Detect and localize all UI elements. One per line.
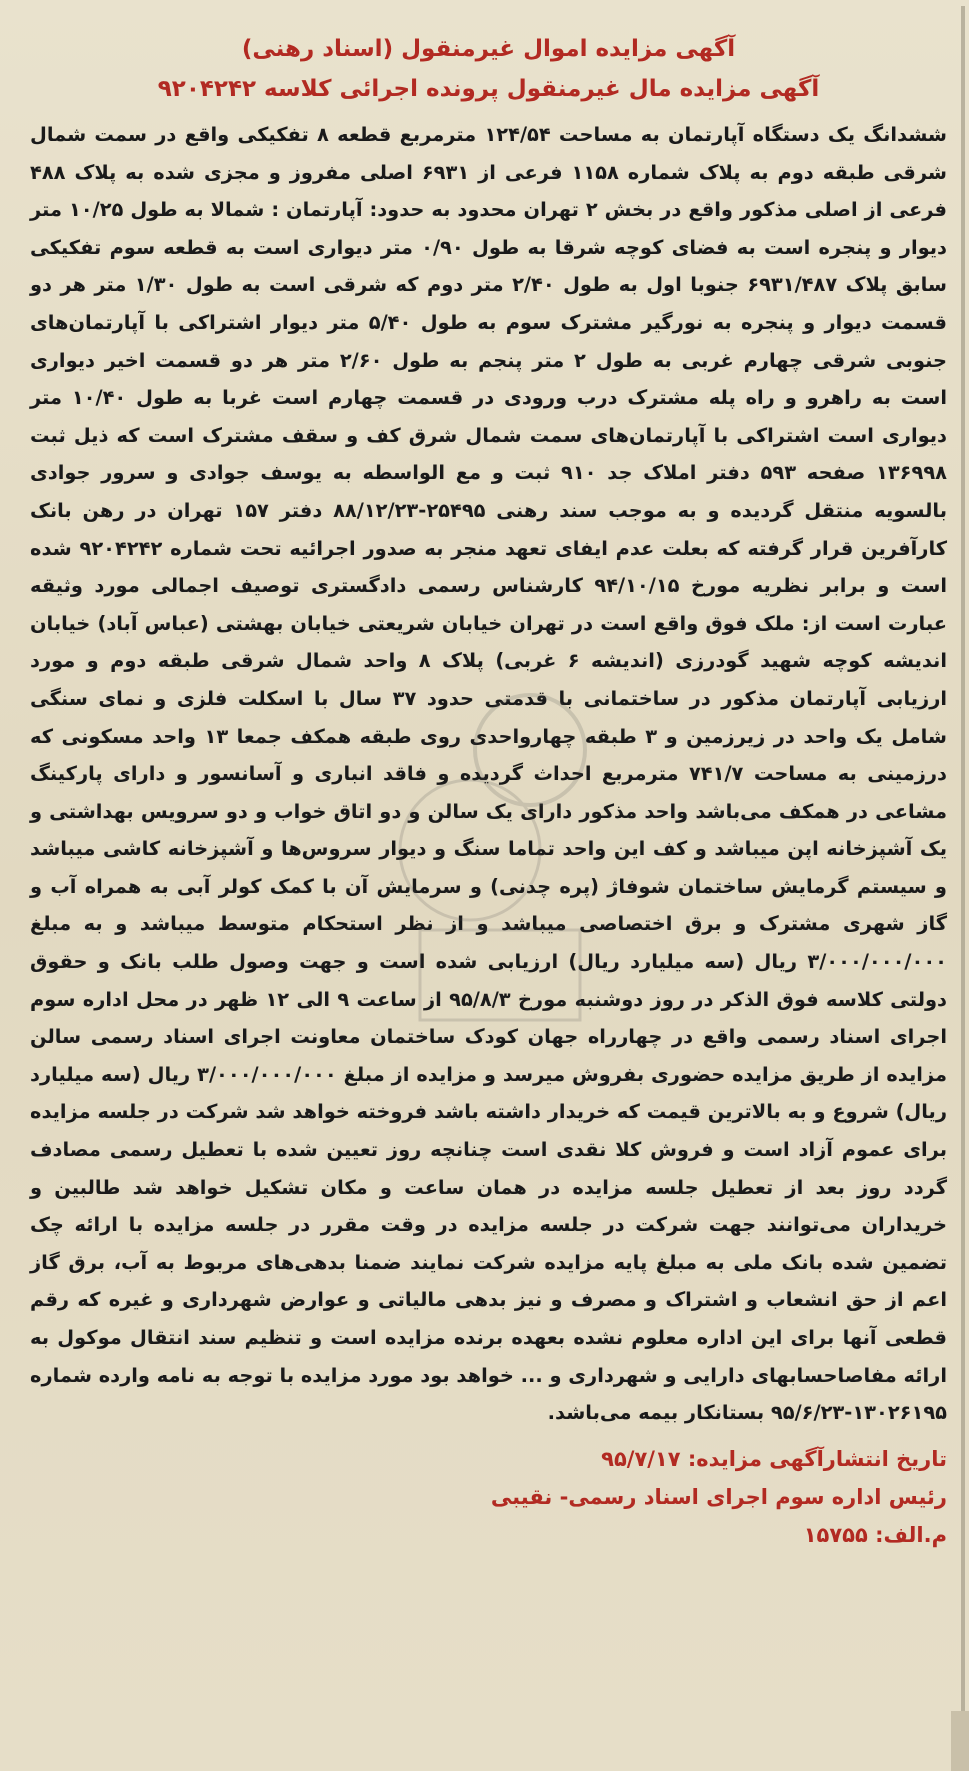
notice-footer [30, 1440, 947, 1554]
column-rule [961, 6, 965, 1765]
notice-subtitle: آگهی مزایده مال غیرمنقول پرونده اجرائی کلاسه ۹۲۰۴۲۴۲ [157, 76, 820, 102]
signatory: رئیس اداره سوم اجرای اسناد رسمی- نقیبی [490, 1484, 947, 1509]
notice-title: آگهی مزایده اموال غیرمنقول (اسناد رهنی) [241, 36, 736, 62]
publish-date: تاریخ انتشارآگهی مزایده: ۹۵/۷/۱۷ [601, 1446, 947, 1471]
page-edge [951, 1711, 969, 1771]
reference-code: م.الف: ۱۵۷۵۵ [803, 1522, 947, 1547]
notice-body: ششدانگ یک دستگاه آپارتمان به مساحت ۱۲۴/۵۴ مترمربع قطعه ۸ تفکیکی واقع در سمت شمال شرقی طبقه دوم به پلاک شماره ۱۱۵۸ فرعی از ۶۹۳۱ اصلی مفروز و مجزی شده به پلاک ۴۸۸ فرعی از اصلی مذکور واقع در بخش ۲ تهران محدود به حدود: آپارتمان : شمالا به طول ۱۰/۲۵ متر دیوار و پنجره است به فضای کوچه شرقا به طول ۰/۹۰ متر دیواری است به قطعه سوم تفکیکی سابق پلاک ۶۹۳۱/۴۸۷ جنوبا اول به طول ۲/۴۰ متر دوم که شرقی است به طول ۱/۳۰ متر هر دو قسمت دیوار و پنجره به نورگیر مشترک سوم به طول ۵/۴۰ متر دیوار اشتراکی با آپارتمان‌های جنوبی شرقی چهارم غربی به طول ۲ متر پنجم به طول ۲/۶۰ متر هر دو قسمت اخیر دیواری است به راهرو و راه پله مشترک درب ورودی در قسمت چهارم است غربا به طول ۱۰/۴۰ متر دیواری است اشتراکی با آپارتمان‌های سمت شمال شرق کف و سقف مشترک است که ذیل ثبت ۱۳۶۹۹۸ صفحه ۵۹۳ دفتر املاک جد ۹۱۰ ثبت و مع الواسطه به یوسف جوادی و سرور جوادی بالسویه منتقل گردیده و به موجب سند رهنی ۲۵۴۹۵-۸۸/۱۲/۲۳ دفتر ۱۵۷ تهران در رهن بانک کارآفرین قرار گرفته که بعلت عدم ایفای تعهد منجر به صدور اجرائیه تحت شماره ۹۲۰۴۲۴۲ شده است و برابر نظریه مورخ ۹۴/۱۰/۱۵ کارشناس رسمی دادگستری توصیف اجمالی مورد وثیقه عبارت است از: ملک فوق واقع است در تهران خیابان شریعتی خیابان بهشتی (عباس آباد) خیابان اندیشه کوچه شهید گودرزی (اندیشه ۶ غربی) پلاک ۸ واحد شمال شرقی طبقه دوم و مورد ارزیابی آپارتمان مذکور در ساختمانی با قدمتی حدود ۳۷ سال با اسکلت فلزی و نمای سنگی شامل یک واحد در زیرزمین و ۳ طبقه چهارواحدی روی طبقه همکف جمعا ۱۳ واحد مسکونی که درزمینی به مساحت ۷۴۱/۷ مترمربع احداث گردیده و فاقد انباری و آسانسور و دارای پارکینگ مشاعی در همکف می‌باشد واحد مذکور دارای یک سالن و دو اتاق خواب و دو سرویس بهداشتی و یک آشپزخانه اپن میباشد و کف این واحد تماما سنگ و دیوار سروس‌ها و آشپزخانه کاشی میباشد و سیستم گرمایش ساختمان شوفاژ (پره چدنی) و سرمایش آن با کمک کولر آبی به همراه آب و گاز شهری مشترک و برق اختصاصی میباشد و از نظر استحکام متوسط میباشد و به مبلغ ۳/۰۰۰/۰۰۰/۰۰۰ ریال (سه میلیارد ریال) ارزیابی شده است و جهت وصول طلب بانک و حقوق دولتی کلاسه فوق الذکر در روز دوشنبه مورخ ۹۵/۸/۳ از ساعت ۹ الی ۱۲ ظهر در محل اداره سوم اجرای اسناد رسمی واقع در چهارراه جهان کودک ساختمان معاونت اجرای اسناد رسمی سالن مزایده از طریق مزایده حضوری بفروش میرسد و مزایده از مبلغ ۳/۰۰۰/۰۰۰/۰۰۰ ریال (سه میلیارد ریال) شروع و به بالاترین قیمت که خریدار داشته باشد فروخته خواهد شد شرکت در جلسه مزایده برای عموم آزاد است و فروش کلا نقدی است چنانچه روز تعیین شده با تعطیل رسمی مصادف گردد روز بعد از تعطیل جلسه مزایده در همان ساعت و مکان تشکیل خواهد شد طالبین و خریداران می‌توانند جهت شرکت در جلسه مزایده در وقت مقرر در جلسه مزایده با ارائه چک تضمین شده بانک ملی به مبلغ پایه مزایده شرکت نمایند ضمنا بدهی‌های مربوط به آب، برق گاز اعم از حق انشعاب و اشتراک و مصرف و نیز بدهی مالیاتی و عوارض شهرداری و غیره که رقم قطعی آنها برای این اداره معلوم نشده بعهده برنده مزایده است و تنظیم سند انتقال موکول به ارائه مفاصاحسابهای دارایی و شهرداری و ... خواهد بود مورد مزایده با توجه به نامه وارده شماره ۱۳۰۲۶۱۹۵-۹۵/۶/۲۳ بستانکار بیمه می‌باشد. [30, 123, 948, 1425]
